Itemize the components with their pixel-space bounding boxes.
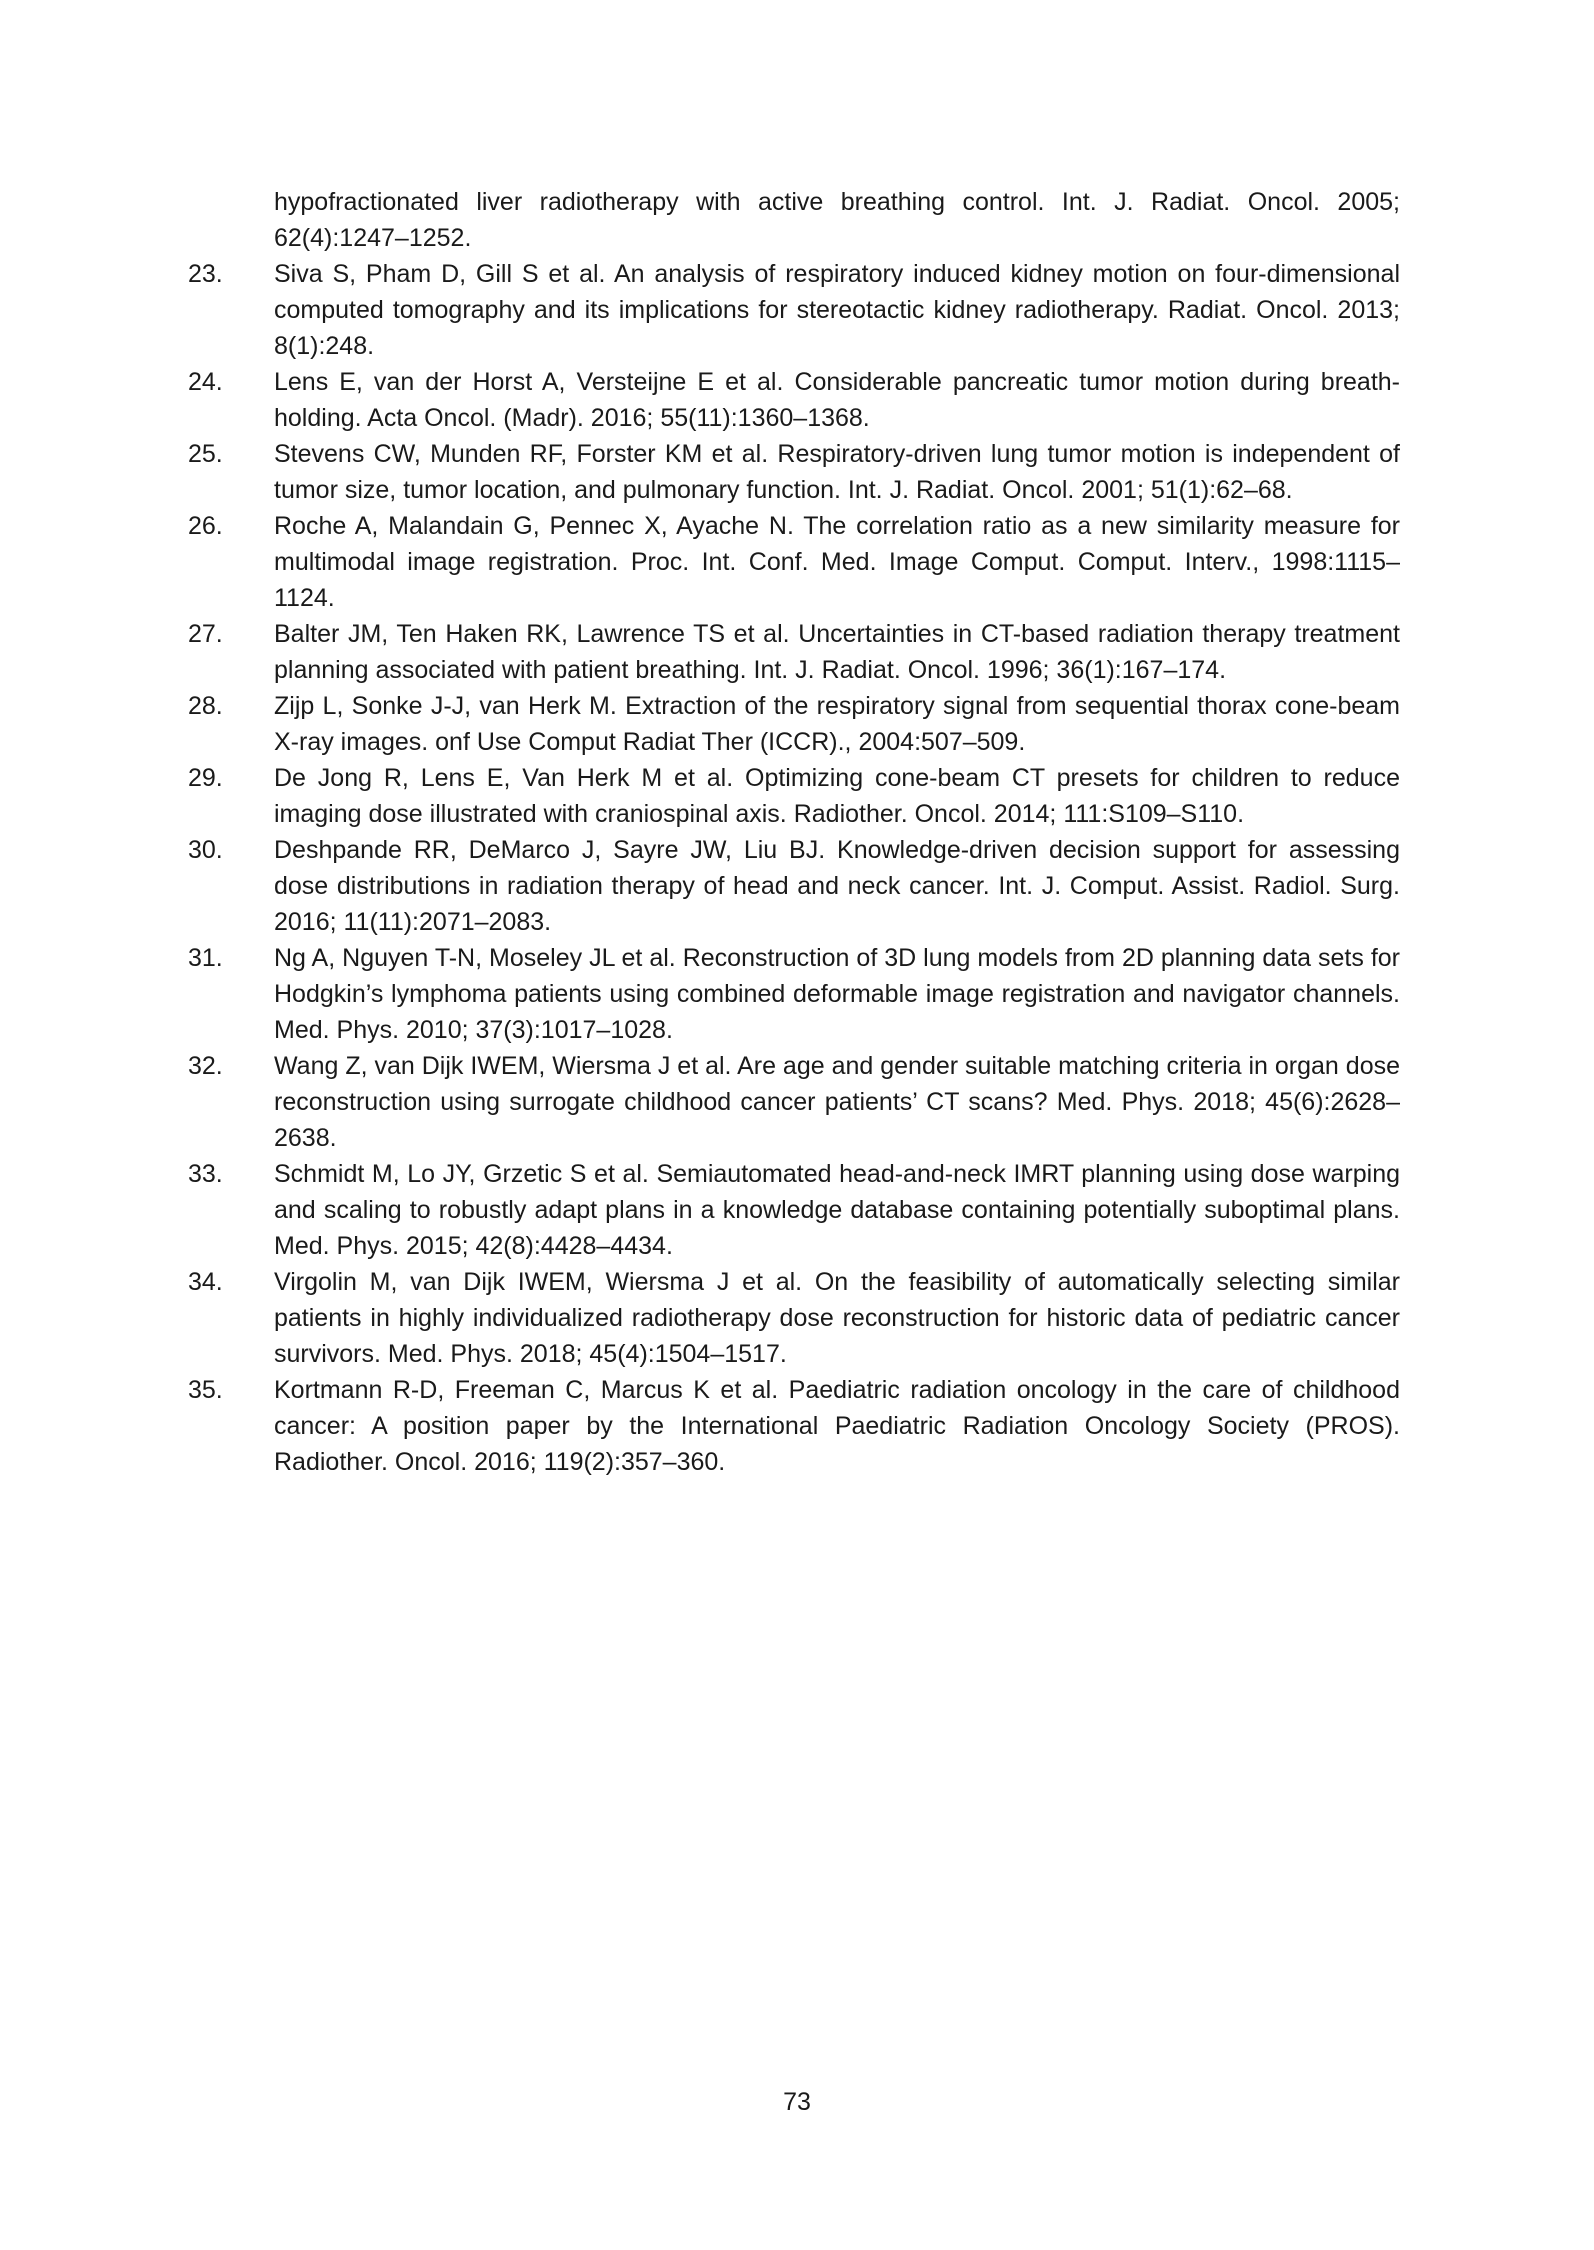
reference-number: 24. <box>188 368 223 396</box>
reference-item-24 <box>188 364 1400 436</box>
reference-text: Siva S, Pham D, Gill S et al. An analysis of respiratory induced kidney motion on four-dimensional computed tomography and its implications for stereotactic kidney radiotherapy. Radiat. Oncol. 2013; 8(1):248. <box>274 260 1400 360</box>
reference-item-25 <box>188 436 1400 508</box>
reference-continuation <box>188 184 1400 256</box>
reference-item-26 <box>188 508 1400 616</box>
reference-item-33 <box>188 1156 1400 1264</box>
reference-number: 25. <box>188 440 223 468</box>
reference-text: Roche A, Malandain G, Pennec X, Ayache N. The correlation ratio as a new similarity measure for multimodal image registration. Proc. Int. Conf. Med. Image Comput. Comput. Interv., 1998:1115–1124. <box>274 512 1400 612</box>
reference-text: Lens E, van der Horst A, Versteijne E et al. Considerable pancreatic tumor motion during breath-holding. Acta Oncol. (Madr). 2016; 55(11):1360–1368. <box>274 368 1400 432</box>
reference-list <box>188 184 1400 1480</box>
reference-number: 31. <box>188 944 223 972</box>
reference-number: 30. <box>188 836 223 864</box>
reference-number: 28. <box>188 692 223 720</box>
reference-text: Kortmann R-D, Freeman C, Marcus K et al. Paediatric radiation oncology in the care of childhood cancer: A position paper by the International Paediatric Radiation Oncology Society (PROS). Radiother. Oncol. 2016; 119(2):357–360. <box>274 1376 1400 1476</box>
reference-number: 29. <box>188 764 223 792</box>
reference-number: 27. <box>188 620 223 648</box>
reference-number: 32. <box>188 1052 223 1080</box>
reference-item-28 <box>188 688 1400 760</box>
reference-text: Stevens CW, Munden RF, Forster KM et al. Respiratory-driven lung tumor motion is independent of tumor size, tumor location, and pulmonary function. Int. J. Radiat. Oncol. 2001; 51(1):62–68. <box>274 440 1400 504</box>
reference-number: 23. <box>188 260 223 288</box>
reference-number: 33. <box>188 1160 223 1188</box>
reference-text: hypofractionated liver radiotherapy with active breathing control. Int. J. Radiat. Oncol. 2005; 62(4):1247–1252. <box>274 188 1400 252</box>
page-number: 73 <box>783 2088 811 2116</box>
reference-text: Ng A, Nguyen T-N, Moseley JL et al. Reconstruction of 3D lung models from 2D planning data sets for Hodgkin’s lymphoma patients using combined deformable image registration and navigator channels. Med. Phys. 2010; 37(3):1017–1028. <box>274 944 1400 1044</box>
reference-text: Balter JM, Ten Haken RK, Lawrence TS et al. Uncertainties in CT-based radiation therapy treatment planning associated with patient breathing. Int. J. Radiat. Oncol. 1996; 36(1):167–174. <box>274 620 1400 684</box>
reference-item-35 <box>188 1372 1400 1480</box>
reference-number: 34. <box>188 1268 223 1296</box>
reference-number: 26. <box>188 512 223 540</box>
reference-number: 35. <box>188 1376 223 1404</box>
reference-text: Zijp L, Sonke J-J, van Herk M. Extraction of the respiratory signal from sequential thorax cone-beam X-ray images. onf Use Comput Radiat Ther (ICCR)., 2004:507–509. <box>274 692 1400 756</box>
reference-item-32 <box>188 1048 1400 1156</box>
reference-text: Wang Z, van Dijk IWEM, Wiersma J et al. Are age and gender suitable matching criteria in organ dose reconstruction using surrogate childhood cancer patients’ CT scans? Med. Phys. 2018; 45(6):2628–2638. <box>274 1052 1400 1152</box>
reference-item-34 <box>188 1264 1400 1372</box>
reference-text: Deshpande RR, DeMarco J, Sayre JW, Liu BJ. Knowledge-driven decision support for assessing dose distributions in radiation therapy of head and neck cancer. Int. J. Comput. Assist. Radiol. Surg. 2016; 11(11):2071–2083. <box>274 836 1400 936</box>
reference-item-29 <box>188 760 1400 832</box>
reference-text: Schmidt M, Lo JY, Grzetic S et al. Semiautomated head-and-neck IMRT planning using dose warping and scaling to robustly adapt plans in a knowledge database containing potentially suboptimal plans. Med. Phys. 2015; 42(8):4428–4434. <box>274 1160 1400 1260</box>
reference-item-31 <box>188 940 1400 1048</box>
reference-text: Virgolin M, van Dijk IWEM, Wiersma J et al. On the feasibility of automatically selecting similar patients in highly individualized radiotherapy dose reconstruction for historic data of pediatric cancer survivors. Med. Phys. 2018; 45(4):1504–1517. <box>274 1268 1400 1368</box>
reference-text: De Jong R, Lens E, Van Herk M et al. Optimizing cone-beam CT presets for children to reduce imaging dose illustrated with craniospinal axis. Radiother. Oncol. 2014; 111:S109–S110. <box>274 764 1400 828</box>
reference-item-30 <box>188 832 1400 940</box>
reference-item-27 <box>188 616 1400 688</box>
reference-item-23 <box>188 256 1400 364</box>
